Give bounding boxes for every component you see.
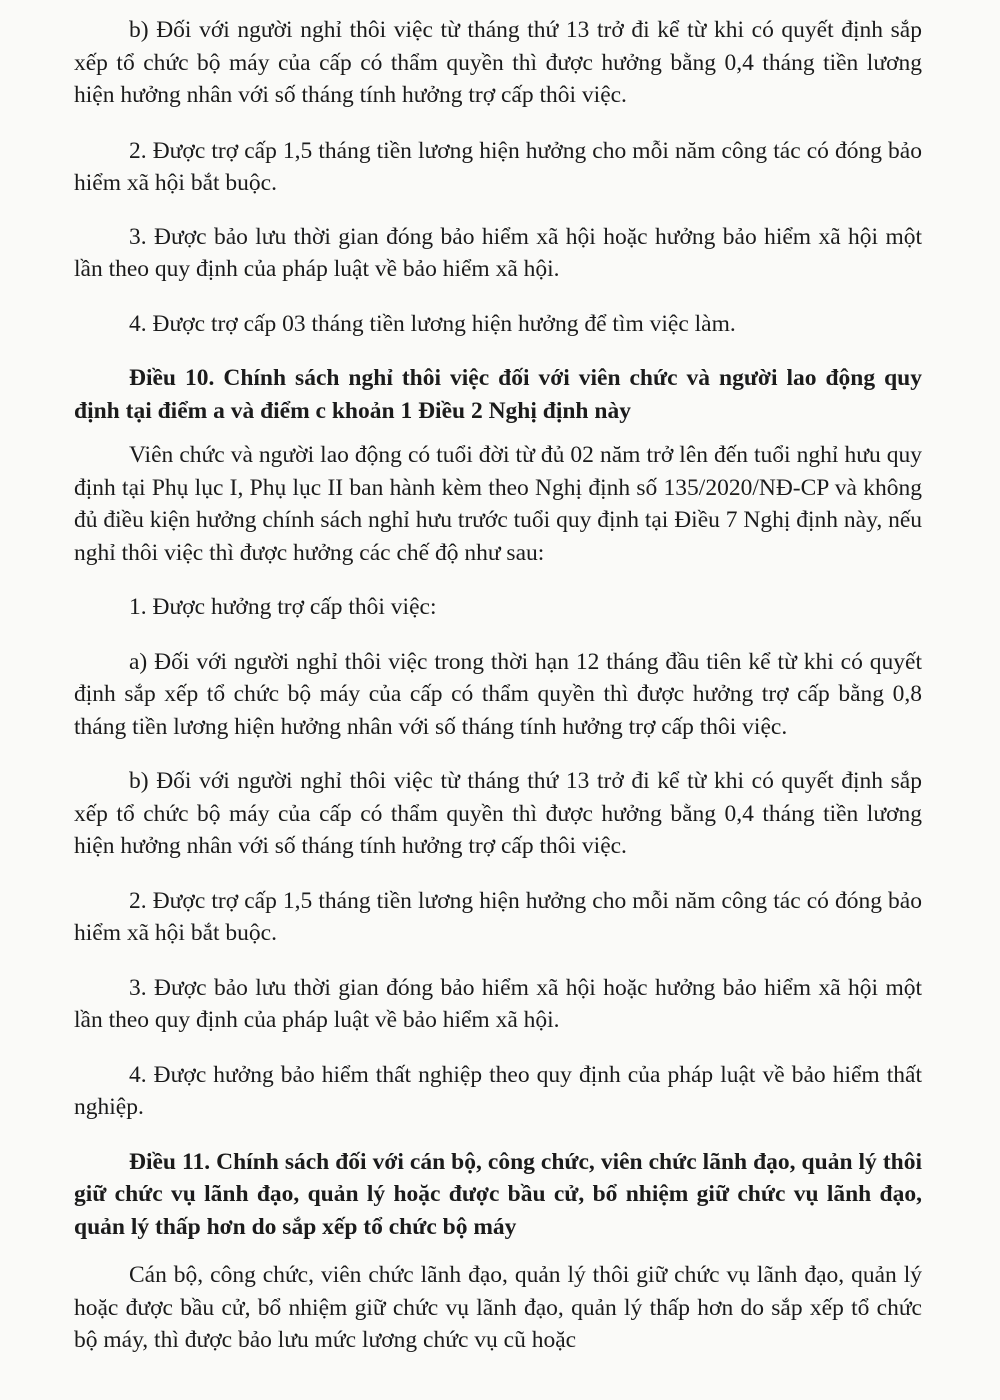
article-heading: Điều 11. Chính sách đối với cán bộ, công chức, viên chức lãnh đạo, quản lý thôi giữ chức vụ lãnh đạo, quản lý hoặc được bầu cử, bổ nhiệm giữ chức vụ lãnh đạo, quản lý thấp hơn do sắp xếp tổ chức bộ máy bbox=[74, 1148, 922, 1240]
paragraph: 2. Được trợ cấp 1,5 tháng tiền lương hiện hưởng cho mỗi năm công tác có đóng bảo hiểm xã hội bắt buộc. bbox=[74, 137, 922, 196]
paragraph: b) Đối với người nghỉ thôi việc từ tháng thứ 13 trở đi kể từ khi có quyết định sắp xếp tổ chức bộ máy của cấp có thẩm quyền thì được hưởng bằng 0,4 tháng tiền lương hiện hưởng nhân với số tháng tính hưởng trợ cấp thôi việc. bbox=[74, 768, 922, 859]
paragraph: 3. Được bảo lưu thời gian đóng bảo hiểm xã hội hoặc hưởng bảo hiểm xã hội một lần theo quy định của pháp luật về bảo hiểm xã hội. bbox=[74, 974, 922, 1033]
paragraph: 4. Được hưởng bảo hiểm thất nghiệp theo quy định của pháp luật về bảo hiểm thất nghiệp. bbox=[74, 1061, 922, 1120]
paragraph: 2. Được trợ cấp 1,5 tháng tiền lương hiện hưởng cho mỗi năm công tác có đóng bảo hiểm xã hội bắt buộc. bbox=[74, 887, 922, 946]
paragraph: Viên chức và người lao động có tuổi đời từ đủ 02 năm trở lên đến tuổi nghỉ hưu quy định tại Phụ lục I, Phụ lục II ban hành kèm theo Nghị định số 135/2020/NĐ-CP và không đủ điều kiện hưởng chính sách nghỉ hưu trước tuổi quy định tại Điều 7 Nghị định này, nếu nghỉ thôi việc thì được hưởng các chế độ như sau: bbox=[74, 442, 923, 566]
paragraph: b) Đối với người nghỉ thôi việc từ tháng thứ 13 trở đi kể từ khi có quyết định sắp xếp tổ chức bộ máy của cấp có thẩm quyền thì được hưởng bằng 0,4 tháng tiền lương hiện hưởng nhân với số tháng tính hưởng trợ cấp thôi việc. bbox=[74, 17, 922, 108]
paragraph: 4. Được trợ cấp 03 tháng tiền lương hiện hưởng để tìm việc làm. bbox=[129, 310, 736, 337]
article-heading: Điều 10. Chính sách nghỉ thôi việc đối với viên chức và người lao động quy định tại điểm a và điểm c khoản 1 Điều 2 Nghị định này bbox=[74, 365, 922, 424]
paragraph: 3. Được bảo lưu thời gian đóng bảo hiểm xã hội hoặc hưởng bảo hiểm xã hội một lần theo quy định của pháp luật về bảo hiểm xã hội. bbox=[74, 223, 922, 282]
paragraph: 1. Được hưởng trợ cấp thôi việc: bbox=[129, 594, 437, 620]
paragraph: Cán bộ, công chức, viên chức lãnh đạo, quản lý thôi giữ chức vụ lãnh đạo, quản lý hoặc được bầu cử, bổ nhiệm giữ chức vụ lãnh đạo, quản lý thấp hơn do sắp xếp tổ chức bộ máy, thì được bảo lưu mức lương chức vụ cũ hoặc bbox=[74, 1262, 922, 1353]
paragraph: a) Đối với người nghỉ thôi việc trong thời hạn 12 tháng đầu tiên kể từ khi có quyết định sắp xếp tổ chức bộ máy của cấp có thẩm quyền thì được hưởng trợ cấp bằng 0,8 tháng tiền lương hiện hưởng nhân với số tháng tính hưởng trợ cấp thôi việc. bbox=[74, 648, 922, 740]
